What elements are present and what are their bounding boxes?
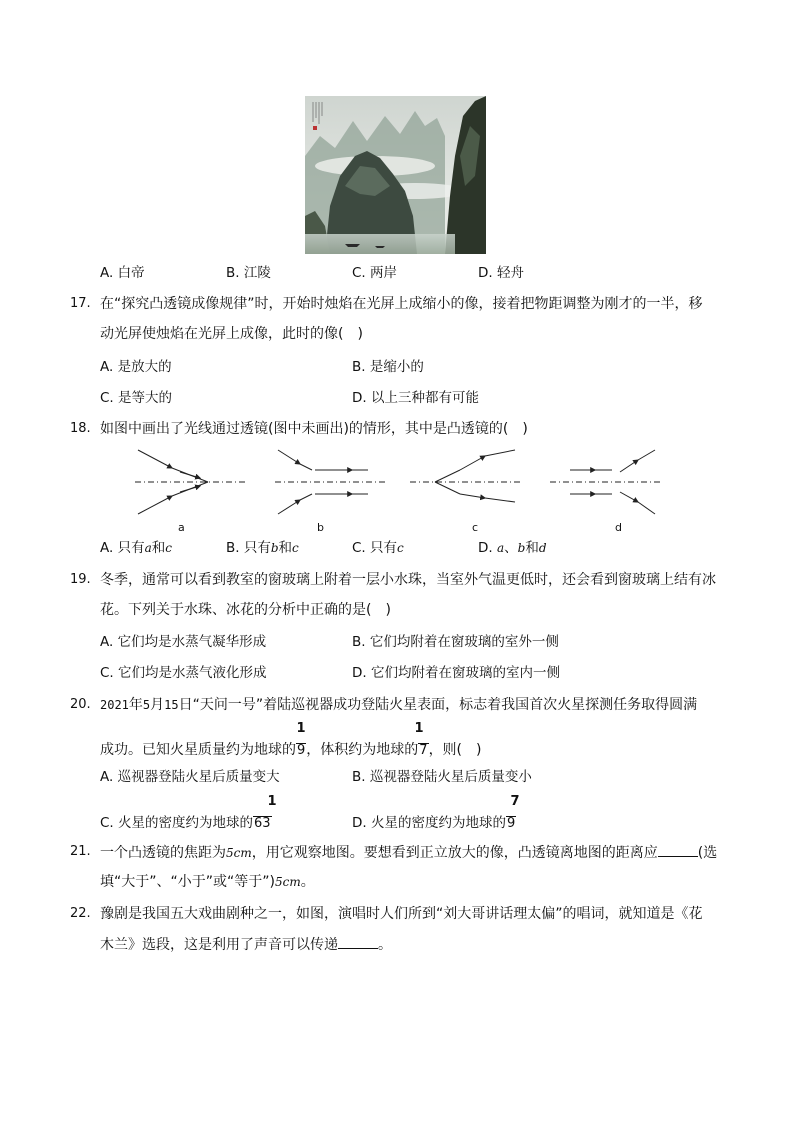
q19-option-b: B. 它们均附着在窗玻璃的室外一侧 bbox=[352, 634, 559, 650]
lens-ray-diagrams bbox=[130, 442, 660, 537]
q17-line2: 动光屏使烛焰在光屏上成像，此时的像( ) bbox=[100, 326, 363, 342]
diagram-label-c: c bbox=[472, 521, 479, 534]
q21-answer-blank[interactable] bbox=[658, 842, 698, 857]
q22-line2: 木兰》选段，这是利用了声音可以传递 。 bbox=[100, 934, 392, 955]
diagram-b bbox=[275, 450, 385, 514]
diagram-label-b: b bbox=[317, 521, 324, 534]
q17-line1: 在“探究凸透镜成像规律”时，开始时烛焰在光屏上成缩小的像，接着把物距调整为刚才的一半，移 bbox=[100, 296, 703, 312]
q17-option-d: D. 以上三种都有可能 bbox=[352, 390, 479, 406]
q17-number: 17. bbox=[70, 296, 91, 311]
q20-optd-numerator: 7 bbox=[510, 794, 520, 809]
q17-option-b: B. 是缩小的 bbox=[352, 359, 424, 375]
q20-option-c: C. 火星的密度约为地球的63 bbox=[100, 815, 271, 831]
landscape-painting-icon bbox=[305, 96, 486, 254]
q19-option-d: D. 它们均附着在窗玻璃的室内一侧 bbox=[352, 665, 560, 681]
q21-number: 21. bbox=[70, 844, 91, 859]
q16-option-a: A. 白帝 bbox=[100, 265, 145, 281]
q21-line2: 填“大于”、“小于”或“等于”)5cm。 bbox=[100, 874, 315, 890]
q20-frac2-denominator: 7 bbox=[419, 743, 428, 758]
diagram-label-d: d bbox=[615, 521, 622, 534]
q16-option-d: D. 轻舟 bbox=[478, 265, 524, 281]
q20-line2: 成功。已知火星质量约为地球的9，体积约为地球的7，则( ) bbox=[100, 742, 482, 758]
q18-option-c: C. 只有c bbox=[352, 540, 404, 556]
q20-optc-numerator: 1 bbox=[267, 794, 277, 809]
q19-line1: 冬季，通常可以看到教室的窗玻璃上附着一层小水珠，当室外气温更低时，还会看到窗玻璃上结有冰 bbox=[100, 572, 716, 588]
q20-number: 20. bbox=[70, 697, 91, 712]
q19-line2: 花。下列关于水珠、冰花的分析中正确的是( ) bbox=[100, 602, 391, 618]
q18-option-b: B. 只有b和c bbox=[226, 540, 299, 556]
q22-line1: 豫剧是我国五大戏曲剧种之一，如图，演唱时人们所到“刘大哥讲话理太偏”的唱词，就知道是《花 bbox=[100, 906, 703, 922]
q20-frac1-denominator: 9 bbox=[297, 743, 306, 758]
q18-line1: 如图中画出了光线通过透镜(图中未画出)的情形，其中是凸透镜的( ) bbox=[100, 421, 528, 437]
landscape-painting bbox=[305, 96, 486, 254]
q19-option-a: A. 它们均是水蒸气凝华形成 bbox=[100, 634, 267, 650]
diagram-d bbox=[550, 450, 660, 514]
q16-option-c: C. 两岸 bbox=[352, 265, 398, 281]
q22-number: 22. bbox=[70, 906, 91, 921]
q21-line1: 一个凸透镜的焦距为5cm，用它观察地图。要想看到正立放大的像，凸透镜离地图的距离应 (选 bbox=[100, 842, 717, 863]
q20-frac2-numerator: 1 bbox=[414, 721, 424, 736]
q19-option-c: C. 它们均是水蒸气液化形成 bbox=[100, 665, 267, 681]
q20-frac1-numerator: 1 bbox=[296, 721, 306, 736]
q20-option-d: D. 火星的密度约为地球的9 bbox=[352, 815, 516, 831]
q17-option-c: C. 是等大的 bbox=[100, 390, 173, 406]
q19-number: 19. bbox=[70, 572, 91, 587]
diagram-c bbox=[410, 450, 520, 502]
q16-option-b: B. 江陵 bbox=[226, 265, 271, 281]
diagram-a bbox=[135, 450, 245, 514]
q20-optc-denominator: 63 bbox=[254, 816, 271, 831]
diagram-label-a: a bbox=[178, 521, 185, 534]
q20-option-b: B. 巡视器登陆火星后质量变小 bbox=[352, 769, 532, 785]
q18-option-a: A. 只有a和c bbox=[100, 540, 172, 556]
q18-option-d: D. a、b和d bbox=[478, 540, 547, 556]
q20-line1: 2021年5月15日“天问一号”着陆巡视器成功登陆火星表面，标志着我国首次火星探测任务取得圆满 bbox=[100, 697, 698, 713]
q18-number: 18. bbox=[70, 421, 91, 436]
q20-optd-denominator: 9 bbox=[506, 816, 516, 831]
q17-option-a: A. 是放大的 bbox=[100, 359, 172, 375]
q20-option-a: A. 巡视器登陆火星后质量变大 bbox=[100, 769, 280, 785]
q22-answer-blank[interactable] bbox=[338, 934, 378, 949]
